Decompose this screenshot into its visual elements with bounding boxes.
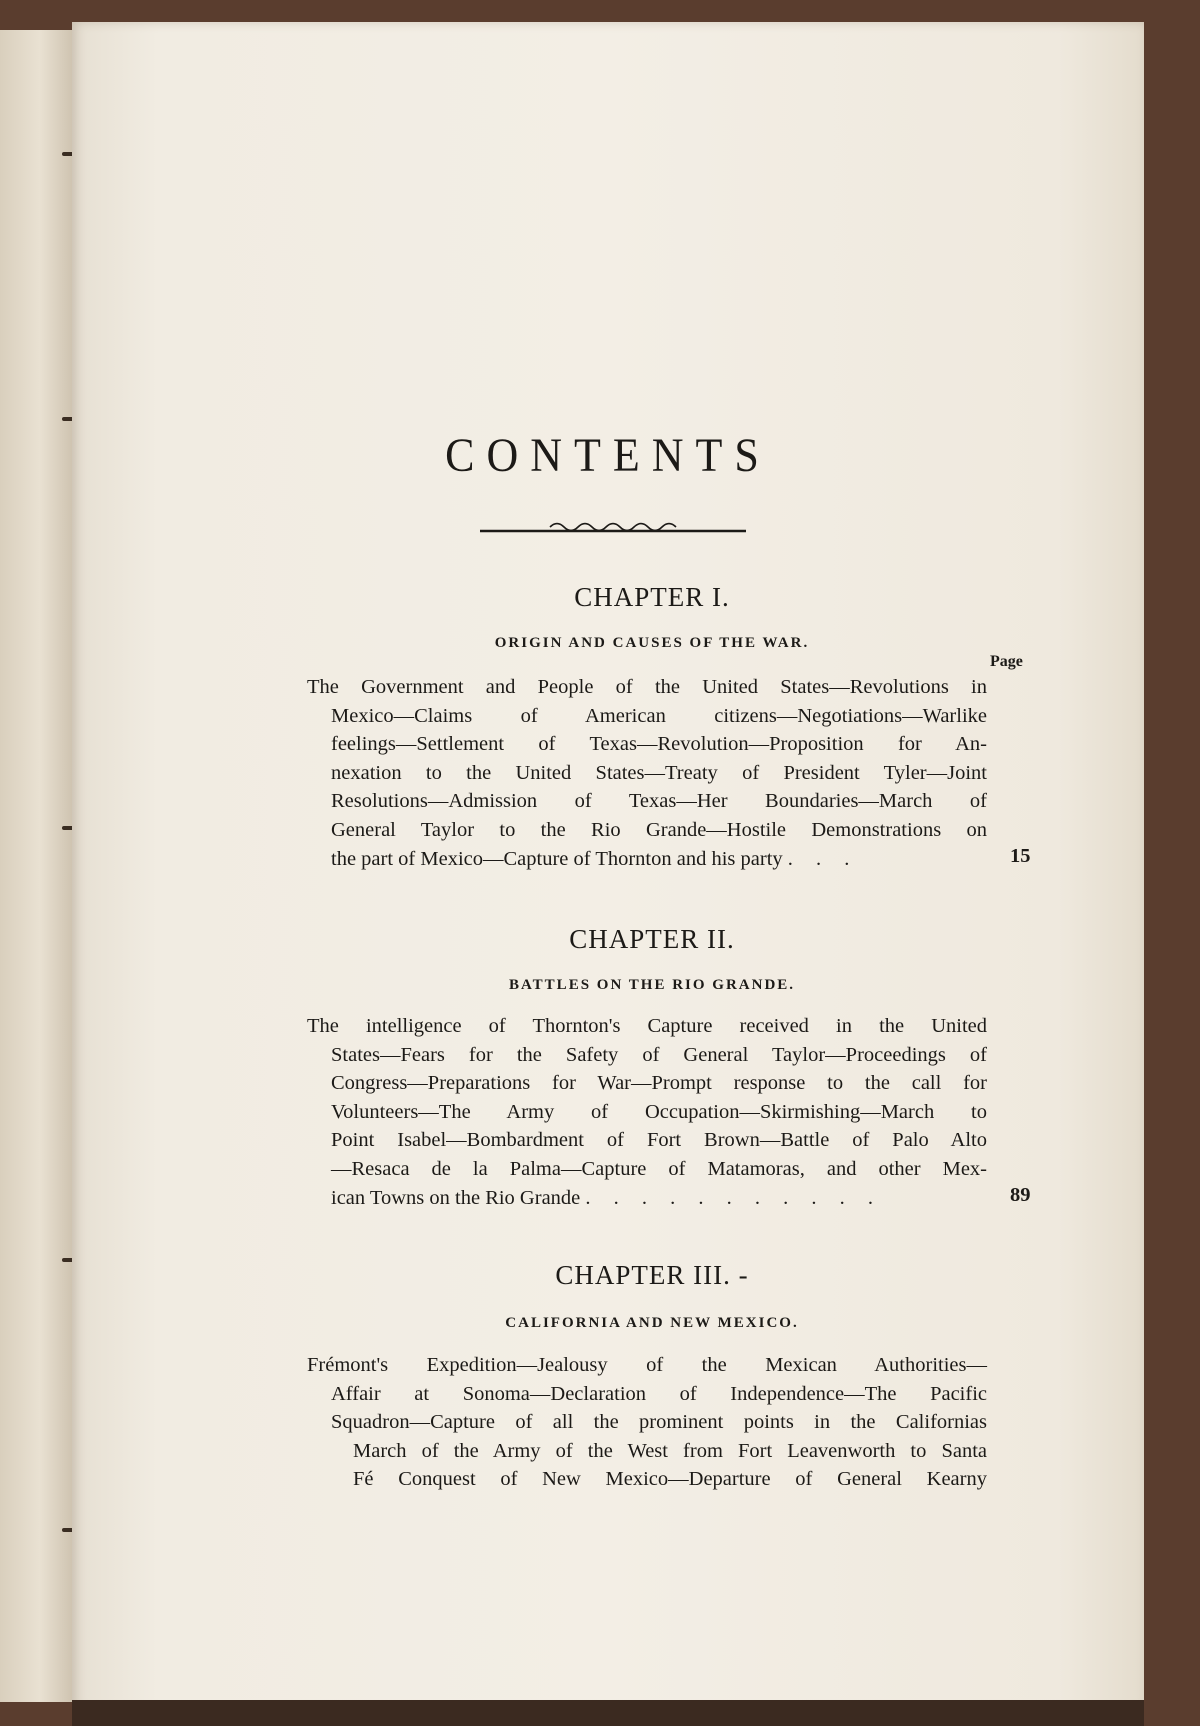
book-cover-edge xyxy=(72,1700,1144,1726)
wavy-rule-ornament xyxy=(476,518,750,536)
summary-line: Mexico—Claims of American citizens—Negotiations—Warlike xyxy=(331,704,987,727)
summary-line: General Taylor to the Rio Grande—Hostile Demonstrations on xyxy=(331,818,987,841)
summary-line: March of the Army of the West from Fort Leavenworth to Santa xyxy=(353,1439,987,1462)
summary-line: Volunteers—The Army of Occupation—Skirmishing—March to xyxy=(331,1100,987,1123)
summary-line: The intelligence of Thornton's Capture received in the United xyxy=(307,1015,987,1037)
summary-line: Affair at Sonoma—Declaration of Independence—The Pacific xyxy=(331,1382,987,1405)
dot-leader: . . . xyxy=(787,847,859,870)
chapter-summary xyxy=(307,673,987,873)
page-column-label: Page xyxy=(990,653,1023,670)
book-page xyxy=(72,22,1144,1710)
summary-line: Squadron—Capture of all the prominent points in the Californias xyxy=(331,1411,987,1434)
chapter-heading: CHAPTER II. xyxy=(569,924,735,954)
chapter-subtitle: CALIFORNIA AND NEW MEXICO. xyxy=(505,1315,799,1331)
chapter-heading: CHAPTER I. xyxy=(574,582,730,612)
summary-line: Frémont's Expedition—Jealousy of the Mexican Authorities— xyxy=(307,1354,987,1376)
summary-line: The Government and People of the United States—Revolutions in xyxy=(307,676,987,698)
dot-leader: . . . . . . . . . . . xyxy=(585,1186,883,1209)
page-title: CONTENTS xyxy=(445,429,771,482)
summary-line: —Resaca de la Palma—Capture of Matamoras, and other Mex- xyxy=(331,1157,987,1180)
summary-line xyxy=(307,845,987,874)
contents-page xyxy=(72,22,1144,1710)
summary-line xyxy=(307,1184,987,1213)
chapter-subtitle: ORIGIN AND CAUSES OF THE WAR. xyxy=(494,635,810,651)
page-number: 89 xyxy=(1010,1184,1031,1206)
summary-line: nexation to the United States—Treaty of President Tyler—Joint xyxy=(331,761,987,784)
facing-page-edge xyxy=(0,30,74,1702)
page-number: 15 xyxy=(1010,845,1031,867)
summary-line: States—Fears for the Safety of General Taylor—Proceedings of xyxy=(331,1043,987,1066)
summary-line: Point Isabel—Bombardment of Fort Brown—Battle of Palo Alto xyxy=(331,1129,987,1152)
summary-line: Congress—Preparations for War—Prompt response to the call for xyxy=(331,1072,987,1095)
chapter-summary xyxy=(307,1351,987,1494)
summary-line: Resolutions—Admission of Texas—Her Boundaries—March of xyxy=(331,790,987,813)
chapter-subtitle: BATTLES ON THE RIO GRANDE. xyxy=(508,977,796,993)
summary-line: Fé Conquest of New Mexico—Departure of General Kearny xyxy=(353,1468,987,1491)
chapter-summary xyxy=(307,1012,987,1212)
summary-line: feelings—Settlement of Texas—Revolution—Proposition for An- xyxy=(331,733,987,756)
summary-line-text: ican Towns on the Rio Grande xyxy=(331,1186,581,1209)
summary-line-text: the part of Mexico—Capture of Thornton and his party xyxy=(331,847,783,870)
chapter-heading: CHAPTER III. - xyxy=(555,1260,749,1290)
